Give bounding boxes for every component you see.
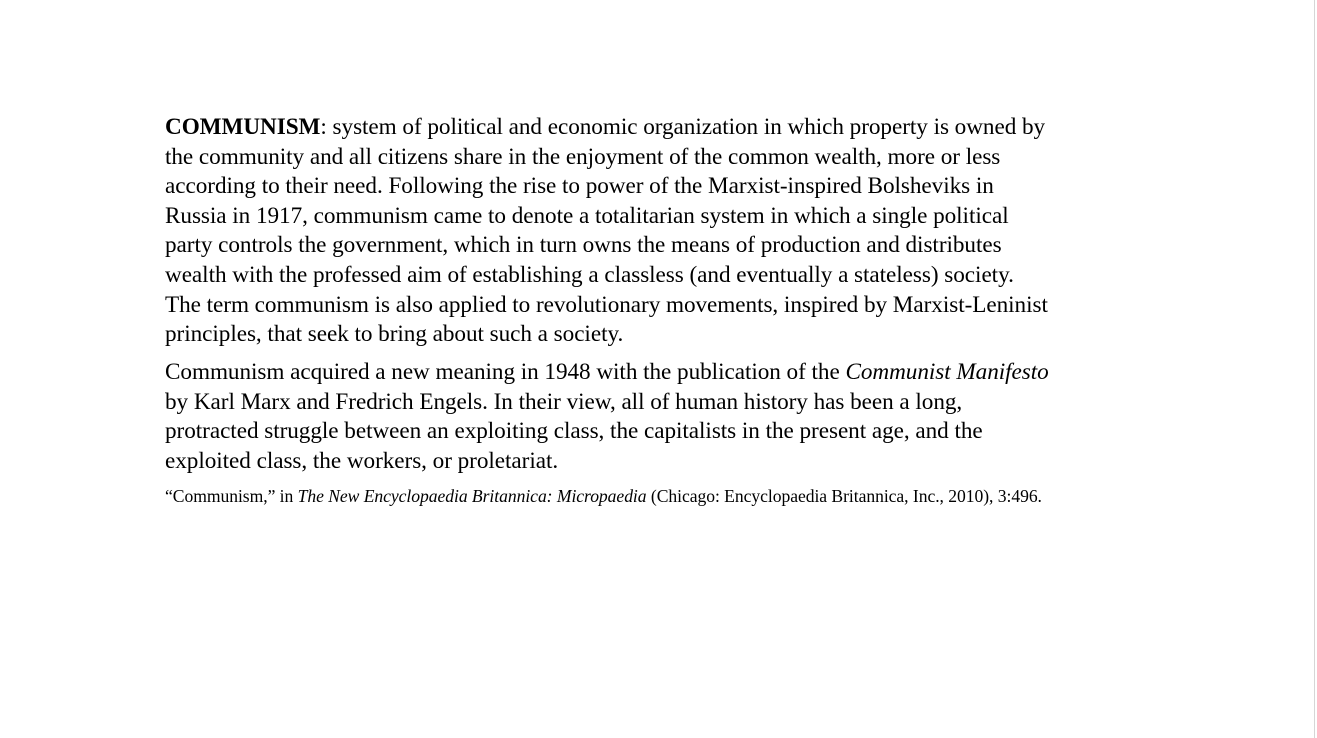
history-text-start: Communism acquired a new meaning in 1948 with the publication of the [165,359,846,386]
citation [165,485,1045,509]
history-paragraph [165,358,1055,476]
definition-text: : system of political and economic organization in which property is owned by the community and all citizens share in the enjoyment of the common wealth, more or less according to their need. Following the rise to power of the Marxist-inspired Bolsheviks in Russia in 1917, communism came to denote a totalitarian system in which a single political party controls the government, which in turn owns the means of production and distributes wealth with the professed aim of establishing a classless (and eventually a stateless) society. The term communism is also applied to revolutionary movements, inspired by Marxist-Leninist principles, that seek to bring about such a society. [165,114,1048,348]
page-edge-divider [1314,0,1315,738]
definition-paragraph [165,113,1055,350]
citation-end: (Chicago: Encyclopaedia Britannica, Inc., 2010), 3:496. [646,486,1042,507]
book-title: Communist Manifesto [845,359,1049,386]
defined-term: COMMUNISM [165,114,321,140]
document-body [165,113,1055,509]
history-text-end: by Karl Marx and Fredrich Engels. In their view, all of human history has been a long, protracted struggle between an exploiting class, the capitalists in the present age, and the exploited class, the workers, or proletariat. [165,388,983,475]
citation-start: “Communism,” in [165,486,298,507]
citation-source: The New Encyclopaedia Britannica: Micropaedia [297,486,647,507]
